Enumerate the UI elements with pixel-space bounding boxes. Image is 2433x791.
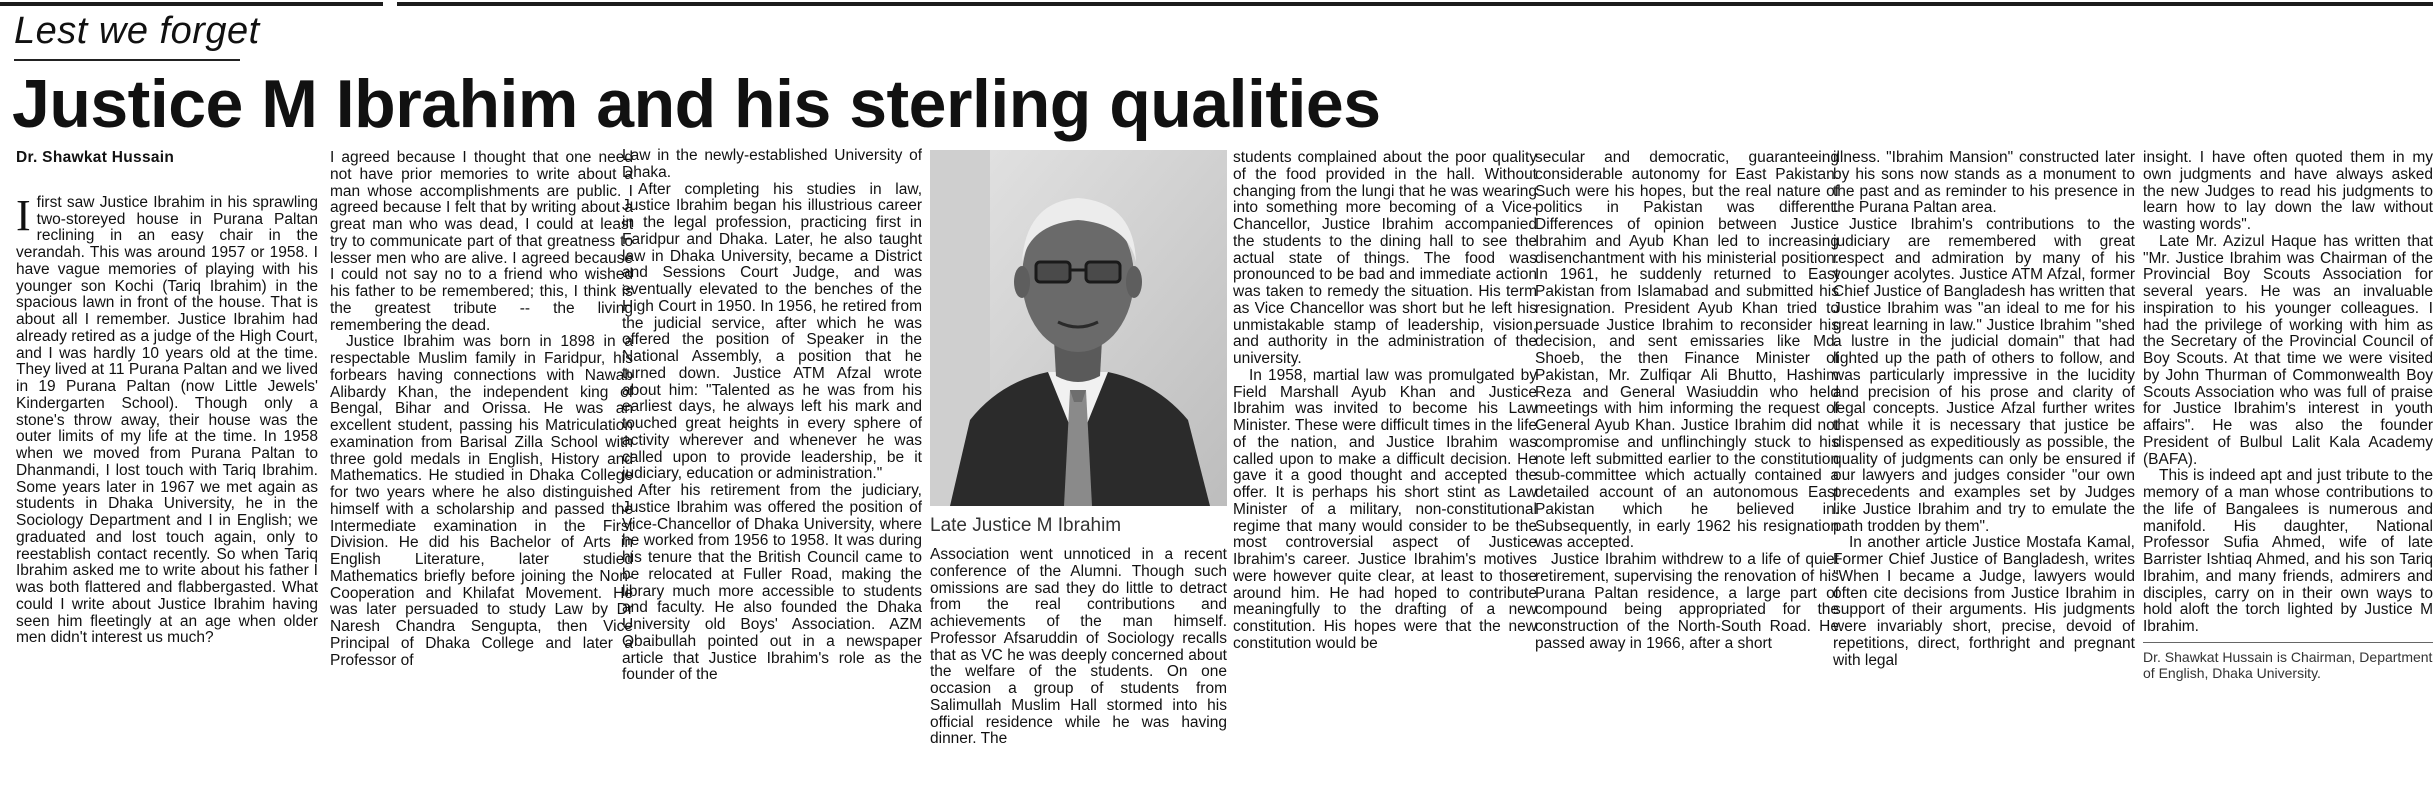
article-column-5 — [1233, 150, 1537, 775]
paragraph: I agreed because I thought that one need not have prior memories to write about a man whose accomplishments are public. I agreed because I felt that by writing about a great man who was dead, I could at least try to communicate part of that greatness to lesser men who are alive. I agreed because I could not say no to a friend who wished his father to be remembered; this, I think is the greatest tribute -- the living remembering the dead. — [330, 150, 633, 334]
portrait-photo — [930, 150, 1227, 506]
article-column-6 — [1535, 150, 1839, 775]
paragraph: After completing his studies in law, Justice Ibrahim began his illustrious career in the legal profession, practicing first in Faridpur and Dhaka. Later, he also taught law in Dhaka University, became a District and Sessions Court Judge, and was eventually elevated to the benches of the High Court in 1950. In 1956, he retired from the judicial service, after which he was offered the position of Speaker in the National Assembly, a position that he turned down. Justice ATM Afzal wrote about him: "Talented as he was from his earliest days, he always left his mark and touched great heights in every sphere of activity wherever and whenever he was called upon to provide leadership, be it judiciary, education or administration." — [622, 180, 922, 483]
paragraph: Justice Ibrahim's contributions to the judiciary are remembered with great respect and admiration by many of his younger acolytes. Justice ATM Afzal, former Chief Justice of Bangladesh has written that Justice Ibrahim was "an ideal to me for his great learning in law." Justice Ibrahim "shed a lustre in the judicial domain" that had lighted up the path of others to follow, and was particularly impressive in the lucidity and precision of his prose and clarity of legal concepts. Justice Afzal further writes that while it is necessary that justice be dispensed as expeditiously as possible, the quality of judgments can only be ensured if our lawyers and judges consider "our own precedents and examples set by Judges like Justice Ibrahim and try to emulate the path trodden by them". — [1833, 216, 2135, 535]
author-note-divider — [2143, 642, 2433, 643]
paragraph-text: first saw Justice Ibrahim in his sprawling two-storeyed house in Purana Paltan reclining in an easy chair in the verandah. This was around 1957 or 1958. I have vague memories of playing with his younger son Kochi (Tariq Ibrahim) in the spacious lawn in front of the house. That is about all I remember. Justice Ibrahim had already retired as a judge of the High Court, and I was hardly 10 years old at the time. They lived at 11 Purana Paltan and we lived in 19 Purana Paltan (now Little Jewels' Kindergarten School). Though only a stone's throw away, their house was the outer limits of my life at the time. In 1958 when we moved from Purana Paltan to Dhanmandi, I lost touch with Tariq Ibrahim. Some years later in 1967 we met again as students in Dhaka University, he in the Sociology Department and I in English; we graduated and lost touch again, only to reestablish contact recently. So when Tariq Ibrahim asked me to write about his father I was both flattered and flabbergasted. What could I write about Justice Ibrahim having seen him fleetingly at an age when older men didn't interest us much? — [16, 193, 318, 647]
article-column-8 — [2143, 150, 2433, 775]
article-column-2 — [330, 150, 633, 775]
kicker: Lest we forget — [14, 10, 260, 52]
article-column-4-text — [930, 547, 1227, 787]
paragraph: In 1958, martial law was promulgated by Field Marshall Ayub Khan and Justice Ibrahim was invited to become his Law Minister. These were difficult times in the life of the nation, and Justice Ibrahim was called upon to make a difficult decision. He gave it a good thought and accepted the offer. It is perhaps his short stint as Law Minister of a military, non-constitutional regime that many would consider to be the most controversial aspect of Justice Ibrahim's career. Justice Ibrahim's motives were however quite clear, at least to those around him. He had hoped to contribute meaningfully to the drafting of a new constitution. His hopes were that the new constitution would be — [1233, 366, 1537, 652]
article-column-7 — [1833, 150, 2135, 775]
drop-cap: I — [16, 190, 31, 240]
photo-caption: Late Justice M Ibrahim — [930, 515, 1122, 536]
paragraph: insight. I have often quoted them in my own judgments and have always asked the new Judges to read his judgments to learn how to lay down the law without wasting words". — [2143, 150, 2433, 233]
top-rule-left — [0, 2, 383, 6]
paragraph: After his retirement from the judiciary, Justice Ibrahim was offered the position of Vice-Chancellor of Dhaka University, where he worked from 1956 to 1958. It was during his tenure that the British Council came to be relocated at Fuller Road, making the library much more accessible to students and faculty. He also founded the Dhaka University old Boys' Association. AZM Obaibullah pointed out in a newspaper article that Justice Ibrahim's role as the founder of the — [622, 482, 922, 684]
author-note: Dr. Shawkat Hussain is Chairman, Department of English, Dhaka University. — [2143, 648, 2433, 682]
paragraph: This is indeed apt and just tribute to the memory of a man whose contributions to the life of Bangalees is numerous and manifold. His daughter, National Professor Sufia Ahmed, wife of late Barrister Ishtiaq Ahmed, and his son Tariq Ibrahim, and many friends, admirers and disciples, carry on in their own ways to hold aloft the torch lighted by Justice M Ibrahim. — [2143, 467, 2433, 635]
paragraph: illness. "Ibrahim Mansion" constructed later by his sons now stands as a monument to the past and as reminder to his presence in the Purana Paltan area. — [1833, 150, 2135, 217]
paragraph — [16, 190, 318, 647]
top-rule-right — [397, 2, 2433, 6]
byline — [16, 150, 318, 167]
paragraph: secular and democratic, guaranteeing considerable autonomy for East Pakistan. Such were his hopes, but the real nature of politics in Pakistan was different. Differences of opinion between Justice Ibrahim and Ayub Khan led to increasing disenchantment with his ministerial position. In 1961, he suddenly returned to East Pakistan from Islamabad and submitted his resignation. President Ayub Khan tried to persuade Justice Ibrahim to reconsider his decision, and sent emissaries like Md. Shoeb, the then Finance Minister of Pakistan, Mr. Zulfiqar Ali Bhutto, Hashim Reza and General Wasiuddin who held meetings with him informing the request of General Ayub Khan. Justice Ibrahim did not compromise and unflinchingly stuck to his note left submitted earlier to the constitution sub-committee which actually contained a detailed account of an autonomous East Pakistan which he believed in. Subsequently, in early 1962 his resignation was accepted. — [1535, 150, 1839, 552]
paragraph: students complained about the poor quality of the food provided in the hall. Without changing from the lungi that he was wearing into something more becoming of a Vice-Chancellor, Justice Ibrahim accompanied the students to the dining hall to see the actual state of things. The food was pronounced to be bad and immediate action was taken to remedy the situation. His term as Vice Chancellor was short but he left his unmistakable stamp of leadership, vision, and authority in the administration of the university. — [1233, 150, 1537, 367]
paragraph: Late Mr. Azizul Haque has written that "Mr. Justice Ibrahim was Chairman of the Provincial Boy Scouts Association for several years. He was an invaluable inspiration to his younger colleagues. I had the privilege of working with him as the Secretary of the Provincial Council of Boy Scouts. At that time we were visited by John Thurman of Commonwealth Boy Scouts Association who was full of praise for Justice Ibrahim's interest in youth affairs". He was also the founder President of Bulbul Lalit Kala Academy (BAFA). — [2143, 232, 2433, 468]
paragraph: Association went unnoticed in a recent conference of the Alumni. Though such omissions are sad they do little to detract from the real contributions and achievements of the man himself. Professor Afsaruddin of Sociology recalls that as VC he was deeply concerned about the welfare of the students. On one occasion a group of students from Salimullah Muslim Hall stormed into his official residence while he was having dinner. The — [930, 547, 1227, 748]
article-column-1 — [16, 150, 318, 775]
paragraph: Justice Ibrahim was born in 1898 in a respectable Muslim family in Faridpur, his forbears having connections with Nawab Alibardy Khan, the independent king of Bengal, Bihar and Orissa. He was an excellent student, passing his Matriculation examination from Barisal Zilla School with three gold medals in English, History and Mathematics. He studied in Dhaka College for two years where he also distinguished himself with a scholarship and passed the Intermediate examination in the First Division. He did his Bachelor of Arts in English Literature, later studied Mathematics briefly before joining the Non-Cooperation and Khilafat Movement. He was later persuaded to study Law by Dr Naresh Chandra Sengupta, then Vice Principal of Dhaka College and later a Professor of — [330, 333, 633, 669]
headline: Justice M Ibrahim and his sterling qualities — [12, 66, 1381, 142]
article-column-3 — [622, 148, 922, 773]
paragraph: In another article Justice Mostafa Kamal, Former Chief Justice of Bangladesh, writes "When I became a Judge, lawyers would often cite decisions from Justice Ibrahim in support of their arguments. His judgments were invariably short, precise, devoid of repetitions, direct, forthright and pregnant with legal — [1833, 534, 2135, 669]
paragraph: Law in the newly-established University of Dhaka. — [622, 148, 922, 181]
paragraph: Justice Ibrahim withdrew to a life of quiet retirement, supervising the renovation of his Purana Paltan residence, a large part of compound being appropriated for the construction of the North-South Road. He passed away in 1966, after a short — [1535, 551, 1839, 652]
kicker-underline — [14, 59, 240, 61]
article-column-4 — [930, 150, 1227, 787]
byline-name: Dr. Shawkat Hussain — [16, 150, 175, 166]
